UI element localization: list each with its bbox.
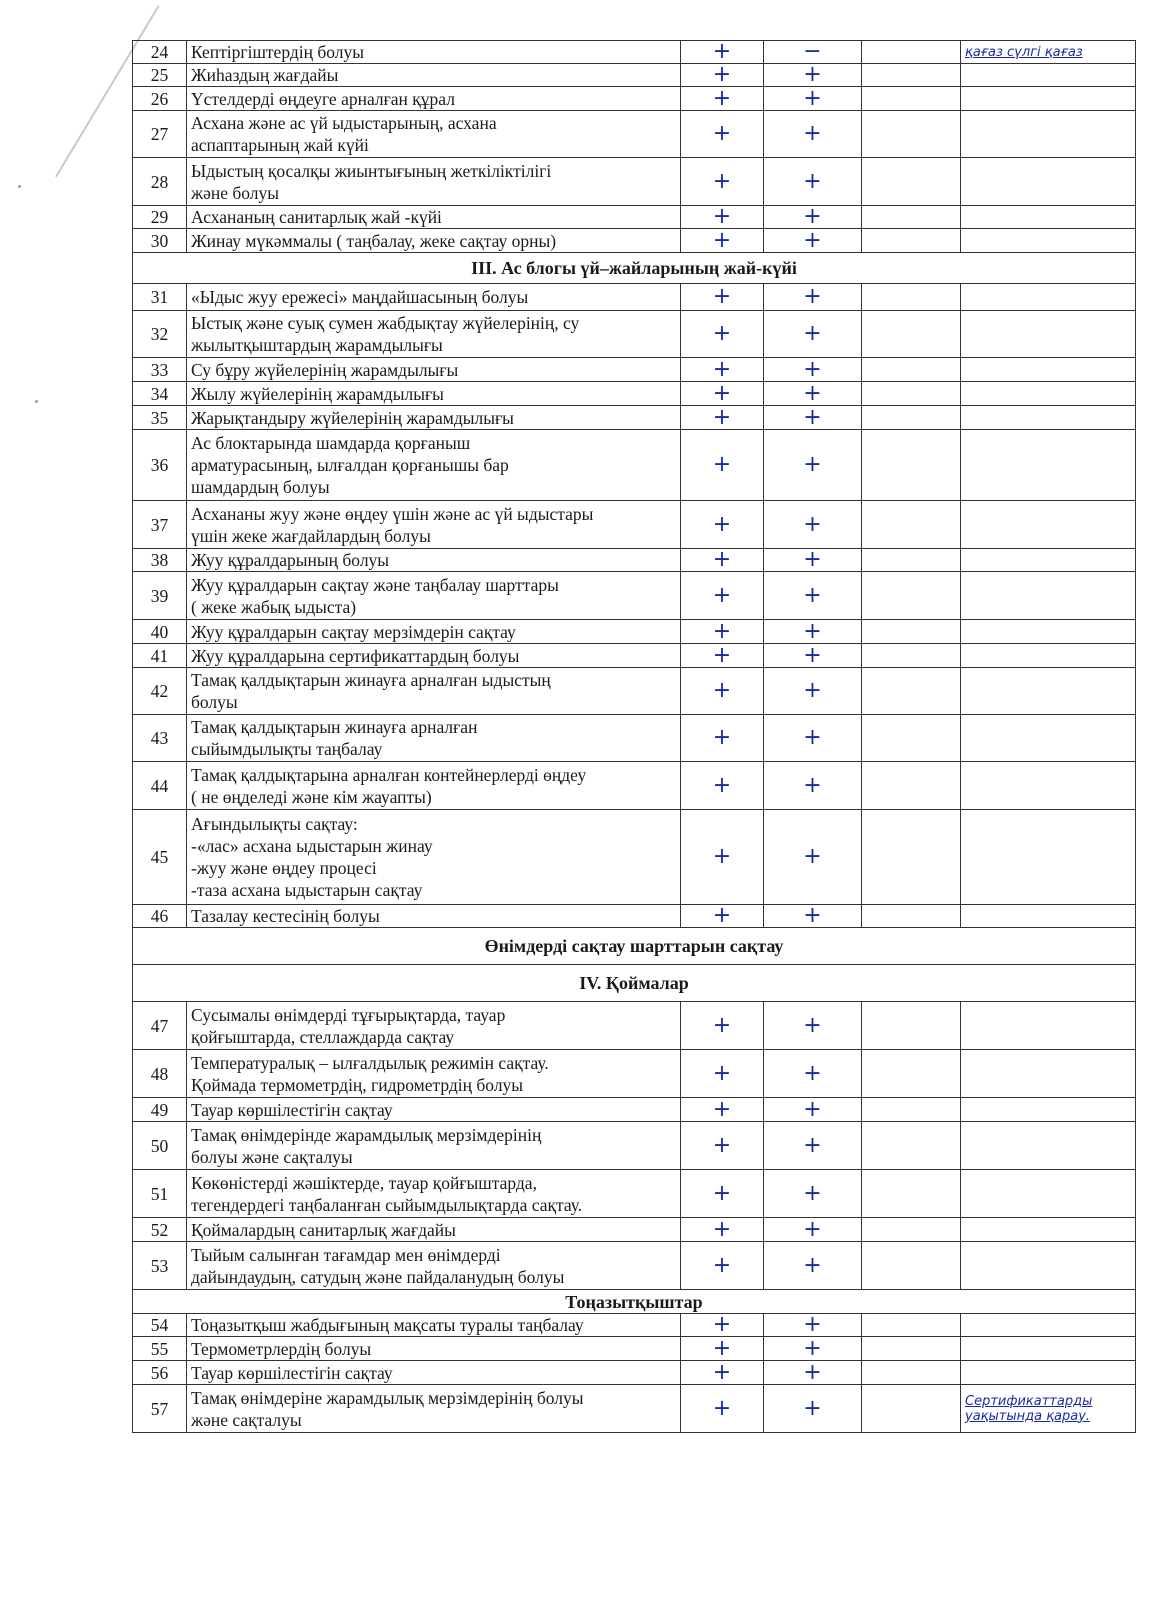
note-cell (961, 87, 1136, 111)
empty-cell (862, 1170, 961, 1218)
check-mark-1: + (681, 87, 764, 111)
empty-cell (862, 715, 961, 762)
table-row (133, 620, 1136, 644)
empty-cell (862, 430, 961, 501)
row-number: 53 (133, 1242, 187, 1290)
table-row (133, 41, 1136, 64)
check-mark-1: + (681, 430, 764, 501)
table-row (133, 501, 1136, 549)
check-mark-2: + (764, 1002, 862, 1050)
empty-cell (862, 644, 961, 668)
row-number: 27 (133, 111, 187, 158)
note-cell (961, 406, 1136, 430)
criterion-text: Жуу құралдарына сертификаттардың болуы (187, 644, 681, 668)
empty-cell (862, 406, 961, 430)
table-row (133, 762, 1136, 810)
note-cell (961, 158, 1136, 206)
check-mark-1: + (681, 1050, 764, 1098)
row-number: 32 (133, 311, 187, 358)
check-mark-1: + (681, 382, 764, 406)
row-number: 26 (133, 87, 187, 111)
table-row (133, 229, 1136, 253)
check-mark-2: + (764, 1361, 862, 1385)
criterion-text: Термометрлердің болуы (187, 1337, 681, 1361)
criterion-text: Жарықтандыру жүйелерінің жарамдылығы (187, 406, 681, 430)
check-mark-2: + (764, 1385, 862, 1433)
checklist-table (132, 40, 1136, 1433)
check-mark-1: + (681, 41, 764, 64)
check-mark-1: + (681, 1218, 764, 1242)
note-cell (961, 1218, 1136, 1242)
table-row (133, 1050, 1136, 1098)
table-row (133, 668, 1136, 715)
criterion-text: Ыстық және суық сумен жабдықтау жүйелерінің, су жылытқыштардың жарамдылығы (187, 311, 681, 358)
note-cell (961, 715, 1136, 762)
empty-cell (862, 1314, 961, 1337)
row-number: 37 (133, 501, 187, 549)
check-mark-2: + (764, 668, 862, 715)
row-number: 50 (133, 1122, 187, 1170)
criterion-text: Тамақ өнімдеріне жарамдылық мерзімдерінің болуы және сақталуы (187, 1385, 681, 1433)
table-row (133, 311, 1136, 358)
table-row (133, 87, 1136, 111)
row-number: 25 (133, 64, 187, 87)
table-row (133, 1242, 1136, 1290)
check-mark-1: + (681, 620, 764, 644)
check-mark-1: + (681, 1242, 764, 1290)
criterion-text: Су бұру жүйелерінің жарамдылығы (187, 358, 681, 382)
criterion-text: Температуралық – ылғалдылық режимін сақтау. Қоймада термометрдің, гидрометрдің болуы (187, 1050, 681, 1098)
empty-cell (862, 905, 961, 928)
criterion-text: Асхана және ас үй ыдыстарының, асхана аспаптарының жай күйі (187, 111, 681, 158)
empty-cell (862, 1385, 961, 1433)
row-number: 46 (133, 905, 187, 928)
criterion-text: Тамақ өнімдерінде жарамдылық мерзімдерінің болуы және сақталуы (187, 1122, 681, 1170)
criterion-text: Кептіргіштердің болуы (187, 41, 681, 64)
check-mark-1: + (681, 905, 764, 928)
criterion-text: Тыйым салынған тағамдар мен өнімдерді дайындаудың, сатудың және пайдаланудың болуы (187, 1242, 681, 1290)
empty-cell (862, 382, 961, 406)
row-number: 57 (133, 1385, 187, 1433)
empty-cell (862, 284, 961, 311)
note-cell (961, 501, 1136, 549)
criterion-text: Жылу жүйелерінің жарамдылығы (187, 382, 681, 406)
note-cell (961, 810, 1136, 905)
check-mark-2: + (764, 572, 862, 620)
criterion-text: Жуу құралдарын сақтау мерзімдерін сақтау (187, 620, 681, 644)
check-mark-2: + (764, 762, 862, 810)
note-cell (961, 1122, 1136, 1170)
row-number: 47 (133, 1002, 187, 1050)
check-mark-2: + (764, 311, 862, 358)
criterion-text: Ағындылықты сақтау: -«лас» асхана ыдыстарын жинау -жуу және өңдеу процесі -таза асхана ыдыстарын сақтау (187, 810, 681, 905)
criterion-text: Тамақ қалдықтарын жинауға арналған ыдыстың болуы (187, 668, 681, 715)
table-row (133, 64, 1136, 87)
section-header: IV. Қоймалар (133, 965, 1136, 1002)
check-mark-1: + (681, 1385, 764, 1433)
empty-cell (862, 1002, 961, 1050)
note-cell (961, 358, 1136, 382)
note-cell (961, 64, 1136, 87)
check-mark-1: + (681, 158, 764, 206)
check-mark-1: + (681, 572, 764, 620)
note-cell (961, 1098, 1136, 1122)
criterion-text: «Ыдыс жуу ережесі» маңдайшасының болуы (187, 284, 681, 311)
row-number: 45 (133, 810, 187, 905)
criterion-text: Қоймалардың санитарлық жағдайы (187, 1218, 681, 1242)
check-mark-2: + (764, 158, 862, 206)
note-cell (961, 1337, 1136, 1361)
table-row (133, 1002, 1136, 1050)
scan-speck (35, 400, 38, 403)
check-mark-2: + (764, 620, 862, 644)
note-cell (961, 229, 1136, 253)
row-number: 54 (133, 1314, 187, 1337)
empty-cell (862, 41, 961, 64)
table-row (133, 1361, 1136, 1385)
criterion-text: Асхананы жуу және өңдеу үшін және ас үй ыдыстары үшін жеке жағдайлардың болуы (187, 501, 681, 549)
row-number: 41 (133, 644, 187, 668)
row-number: 48 (133, 1050, 187, 1098)
check-mark-2: + (764, 64, 862, 87)
empty-cell (862, 572, 961, 620)
check-mark-2: + (764, 382, 862, 406)
table-row (133, 284, 1136, 311)
empty-cell (862, 1050, 961, 1098)
check-mark-1: + (681, 549, 764, 572)
table-row (133, 1337, 1136, 1361)
empty-cell (862, 668, 961, 715)
note-cell (961, 1314, 1136, 1337)
table-row (133, 358, 1136, 382)
row-number: 38 (133, 549, 187, 572)
criterion-text: Ас блоктарында шамдарда қорғаныш арматурасының, ылғалдан қорғанышы бар шамдардың болуы (187, 430, 681, 501)
check-mark-2: + (764, 715, 862, 762)
check-mark-2: + (764, 1050, 862, 1098)
check-mark-2: + (764, 1122, 862, 1170)
table-row (133, 406, 1136, 430)
check-mark-2: + (764, 430, 862, 501)
check-mark-2: + (764, 284, 862, 311)
table-row (133, 715, 1136, 762)
note-cell: қағаз сүлгі қағаз (961, 41, 1136, 64)
check-mark-2: + (764, 111, 862, 158)
table-row (133, 1385, 1136, 1433)
check-mark-1: + (681, 229, 764, 253)
row-number: 35 (133, 406, 187, 430)
check-mark-1: + (681, 358, 764, 382)
criterion-text: Тамақ қалдықтарын жинауға арналған сыйымдылықты таңбалау (187, 715, 681, 762)
note-cell (961, 1002, 1136, 1050)
check-mark-1: + (681, 206, 764, 229)
row-number: 28 (133, 158, 187, 206)
table-row (133, 1170, 1136, 1218)
check-mark-2: + (764, 1242, 862, 1290)
empty-cell (862, 111, 961, 158)
row-number: 51 (133, 1170, 187, 1218)
check-mark-2: + (764, 406, 862, 430)
table-row (133, 810, 1136, 905)
check-mark-2: + (764, 1218, 862, 1242)
criterion-text: Тамақ қалдықтарына арналған контейнерлерді өңдеу ( не өңделеді және кім жауапты) (187, 762, 681, 810)
note-cell (961, 620, 1136, 644)
check-mark-1: + (681, 810, 764, 905)
check-mark-2: + (764, 1314, 862, 1337)
empty-cell (862, 501, 961, 549)
note-cell (961, 206, 1136, 229)
check-mark-1: + (681, 644, 764, 668)
empty-cell (862, 1337, 961, 1361)
empty-cell (862, 229, 961, 253)
row-number: 52 (133, 1218, 187, 1242)
note-cell (961, 1050, 1136, 1098)
note-cell (961, 668, 1136, 715)
empty-cell (862, 1098, 961, 1122)
check-mark-2: + (764, 810, 862, 905)
row-number: 24 (133, 41, 187, 64)
empty-cell (862, 64, 961, 87)
check-mark-2: + (764, 87, 862, 111)
check-mark-1: + (681, 1098, 764, 1122)
row-number: 55 (133, 1337, 187, 1361)
note-cell: Сертификаттарды уақытында қарау. (961, 1385, 1136, 1433)
check-mark-2: + (764, 206, 862, 229)
table-row (133, 1122, 1136, 1170)
note-cell (961, 111, 1136, 158)
check-mark-2: + (764, 229, 862, 253)
table-row (133, 1314, 1136, 1337)
check-mark-2: + (764, 358, 862, 382)
note-cell (961, 311, 1136, 358)
check-mark-1: + (681, 64, 764, 87)
empty-cell (862, 549, 961, 572)
section-header: Тоңазытқыштар (133, 1290, 1136, 1314)
check-mark-2: + (764, 644, 862, 668)
empty-cell (862, 206, 961, 229)
note-cell (961, 1361, 1136, 1385)
table-row (133, 549, 1136, 572)
row-number: 43 (133, 715, 187, 762)
check-mark-1: + (681, 501, 764, 549)
check-mark-1: + (681, 762, 764, 810)
criterion-text: Жинау мүкәммалы ( таңбалау, жеке сақтау орны) (187, 229, 681, 253)
empty-cell (862, 87, 961, 111)
check-mark-1: + (681, 311, 764, 358)
criterion-text: Ыдыстың қосалқы жиынтығының жеткіліктілігі және болуы (187, 158, 681, 206)
row-number: 49 (133, 1098, 187, 1122)
note-cell (961, 762, 1136, 810)
row-number: 44 (133, 762, 187, 810)
note-cell (961, 1242, 1136, 1290)
section-header: Өнімдерді сақтау шарттарын сақтау (133, 928, 1136, 965)
section-header-row (133, 1290, 1136, 1314)
criterion-text: Жиһаздың жағдайы (187, 64, 681, 87)
table-row (133, 1218, 1136, 1242)
empty-cell (862, 1218, 961, 1242)
check-mark-1: + (681, 1361, 764, 1385)
note-cell (961, 1170, 1136, 1218)
table-row (133, 1098, 1136, 1122)
row-number: 33 (133, 358, 187, 382)
check-mark-1: + (681, 1314, 764, 1337)
row-number: 34 (133, 382, 187, 406)
criterion-text: Жуу құралдарының болуы (187, 549, 681, 572)
table-row (133, 158, 1136, 206)
empty-cell (862, 311, 961, 358)
table-row (133, 644, 1136, 668)
section-header: III. Ас блогы үй–жайларының жай-күйі (133, 253, 1136, 284)
empty-cell (862, 762, 961, 810)
check-mark-2: + (764, 905, 862, 928)
row-number: 42 (133, 668, 187, 715)
empty-cell (862, 1242, 961, 1290)
empty-cell (862, 358, 961, 382)
criterion-text: Үстелдерді өңдеуге арналған құрал (187, 87, 681, 111)
criterion-text: Сусымалы өнімдерді тұғырықтарда, тауар қойғыштарда, стеллаждарда сақтау (187, 1002, 681, 1050)
check-mark-2: + (764, 1098, 862, 1122)
table-row (133, 572, 1136, 620)
criterion-text: Тауар көршілестігін сақтау (187, 1098, 681, 1122)
section-header-row (133, 253, 1136, 284)
check-mark-1: + (681, 111, 764, 158)
check-mark-1: + (681, 1122, 764, 1170)
note-cell (961, 905, 1136, 928)
check-mark-1: + (681, 1002, 764, 1050)
criterion-text: Тауар көршілестігін сақтау (187, 1361, 681, 1385)
note-cell (961, 549, 1136, 572)
check-mark-2: + (764, 501, 862, 549)
table-row (133, 206, 1136, 229)
table-row (133, 905, 1136, 928)
check-mark-1: + (681, 1337, 764, 1361)
criterion-text: Тоңазытқыш жабдығының мақсаты туралы таңбалау (187, 1314, 681, 1337)
check-mark-1: + (681, 1170, 764, 1218)
row-number: 30 (133, 229, 187, 253)
table-row (133, 430, 1136, 501)
row-number: 29 (133, 206, 187, 229)
check-mark-2: + (764, 1170, 862, 1218)
row-number: 56 (133, 1361, 187, 1385)
row-number: 40 (133, 620, 187, 644)
check-mark-1: + (681, 668, 764, 715)
table-row (133, 382, 1136, 406)
note-cell (961, 284, 1136, 311)
criterion-text: Асхананың санитарлық жай -күйі (187, 206, 681, 229)
table-row (133, 111, 1136, 158)
row-number: 36 (133, 430, 187, 501)
check-mark-1: + (681, 284, 764, 311)
criterion-text: Тазалау кестесінің болуы (187, 905, 681, 928)
empty-cell (862, 810, 961, 905)
row-number: 31 (133, 284, 187, 311)
check-mark-1: + (681, 406, 764, 430)
criterion-text: Көкөністерді жәшіктерде, тауар қойғыштарда, тегендердегі таңбаланған сыйымдылықтарда сақтау. (187, 1170, 681, 1218)
scan-speck (18, 185, 21, 188)
check-mark-1: + (681, 715, 764, 762)
note-cell (961, 430, 1136, 501)
note-cell (961, 572, 1136, 620)
check-mark-2: − (764, 41, 862, 64)
empty-cell (862, 1361, 961, 1385)
section-header-row (133, 965, 1136, 1002)
check-mark-2: + (764, 1337, 862, 1361)
empty-cell (862, 620, 961, 644)
criterion-text: Жуу құралдарын сақтау және таңбалау шарттары ( жеке жабық ыдыста) (187, 572, 681, 620)
empty-cell (862, 158, 961, 206)
empty-cell (862, 1122, 961, 1170)
note-cell (961, 644, 1136, 668)
note-cell (961, 382, 1136, 406)
row-number: 39 (133, 572, 187, 620)
section-header-row (133, 928, 1136, 965)
check-mark-2: + (764, 549, 862, 572)
